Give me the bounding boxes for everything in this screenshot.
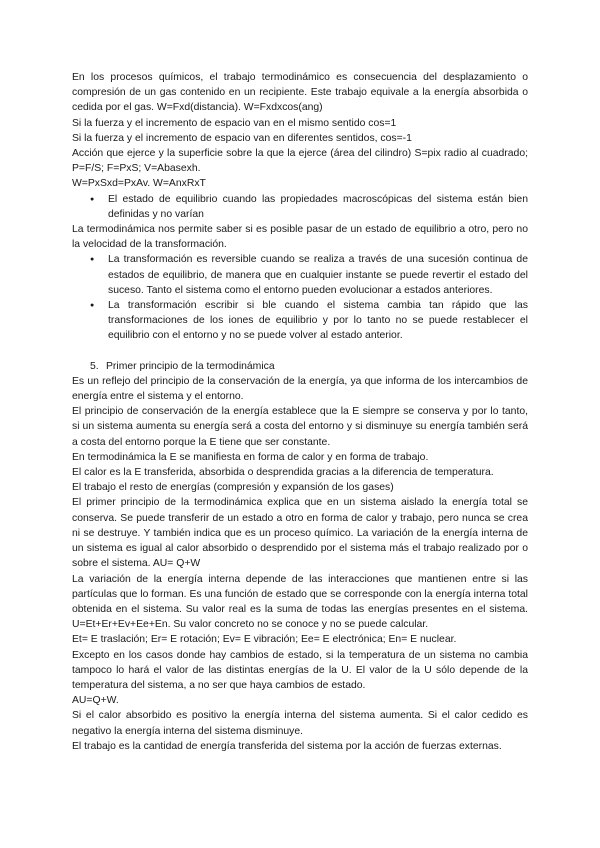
paragraph-mismo-sentido: Si la fuerza y el incremento de espacio van en el mismo sentido cos=1 [72,117,397,129]
paragraph-calor-trabajo: En termodinámica la E se manifiesta en forma de calor y en forma de trabajo. [72,451,429,463]
bullet-item: ● La transformación escribir si ble cuando el sistema cambia tan rápido que las transformaciones de los iones de equilibrio y por lo tanto no se puede restablecer el equilibrio con el entorno y no se puede volver al estado anterior. [108,298,528,344]
paragraph-cambios-estado: Excepto en los casos donde hay cambios de estado, si la temperatura de un sistema no cambia tampoco lo hará el valor de las distintas energías de la U. El valor de la U sólo depende de la temperatura del sistema, a no ser que haya cambios de estado. [72,649,528,691]
section-number: 5. [90,360,99,372]
bullet-list-equilibrio [72,192,528,222]
bullet-list-transformaciones [72,252,528,343]
paragraph-trabajo-definicion: El trabajo el resto de energías (compresión y expansión de los gases) [72,482,394,494]
paragraph-formula-au: AU=Q+W. [72,695,119,707]
paragraph-energia-interna: La variación de la energía interna depende de las interacciones que mantienen entre si las partículas que lo forman. Es una función de estado que se corresponde con la energía interna total obtenida en el sistema. Su valor real es la suma de todas las energías presentes en el sistema. U=Et+Er+Ev+Ee+En. Su valor concreto no se conoce y no se puede calcular. [72,573,528,631]
paragraph-signo-calor: Si el calor absorbido es positivo la energía interna del sistema aumenta. Si el calor cedido es negativo la energía interna del sistema disminuye. [72,710,528,737]
paragraph-formula-trabajo: W=PxSxd=PxAv. W=AnxRxT [72,178,206,190]
section-title: Primer principio de la termodinámica [106,360,275,372]
paragraph-conservacion-reflejo: Es un reflejo del principio de la conservación de la energía, ya que informa de los intercambios de energía entre el sistema y el entorno. [72,375,528,403]
paragraph-principio-conservacion: El principio de conservación de la energía establece que la E siempre se conserva y por lo tanto, si un sistema aumenta su energía será a costa del entorno y si disminuye su energía también será a costa del entorno porque la E tiene que ser constante. [72,406,528,448]
paragraph-presion-superficie: Acción que ejerce y la superficie sobre la que la ejerce (área del cilindro) S=pix radio al cuadrado; P=F/S; F=PxS; V=Abasexh. [72,148,528,175]
paragraph-tipos-energia: Et= E traslación; Er= E rotación; Ev= E vibración; Ee= E electrónica; En= E nuclear. [72,634,457,646]
paragraph-diferentes-sentidos: Si la fuerza y el incremento de espacio van en diferentes sentidos, cos=-1 [72,132,412,144]
paragraph-trabajo-termodinamico: En los procesos químicos, el trabajo termodinámico es consecuencia del desplazamiento o compresión de un gas contenido en un recipiente. Este trabajo equivale a la energía absorbida o cedida por el gas. W=Fxd(distancia). W=Fxdxcos(ang) [72,72,528,114]
paragraph-calor-definicion: El calor es la E transferida, absorbida o desprendida gracias a la diferencia de temperatura. [72,467,494,479]
paragraph-trabajo-fuerzas: El trabajo es la cantidad de energía transferida del sistema por la acción de fuerzas externas. [72,740,502,752]
paragraph-termodinamica-equilibrio: La termodinámica nos permite saber si es posible pasar de un estado de equilibrio a otro, pero no la velocidad de la transformación. [72,224,528,251]
bullet-item: ● El estado de equilibrio cuando las propiedades macroscópicas del sistema están bien definidas y no varían [108,192,528,222]
section-heading [72,359,528,374]
paragraph-primer-principio: El primer principio de la termodinámica explica que en un sistema aislado la energía total se conserva. Se puede transferir de un estado a otro en forma de calor y trabajo, pero nunca se crea ni se destruye. Y también indica que es un proceso químico. La variación de la energía interna de un sistema es igual al calor absorbido o desprendido por el sistema más el trabajo realizado por o sobre el sistema. AU= Q+W [72,497,528,570]
bullet-item: ● La transformación es reversible cuando se realiza a través de una sucesión continua de estados de equilibrio, de manera que en cualquier instante se puede revertir el estado del suceso. Tanto el sistema como el entorno pueden evolucionar a estados anteriores. [108,252,528,298]
